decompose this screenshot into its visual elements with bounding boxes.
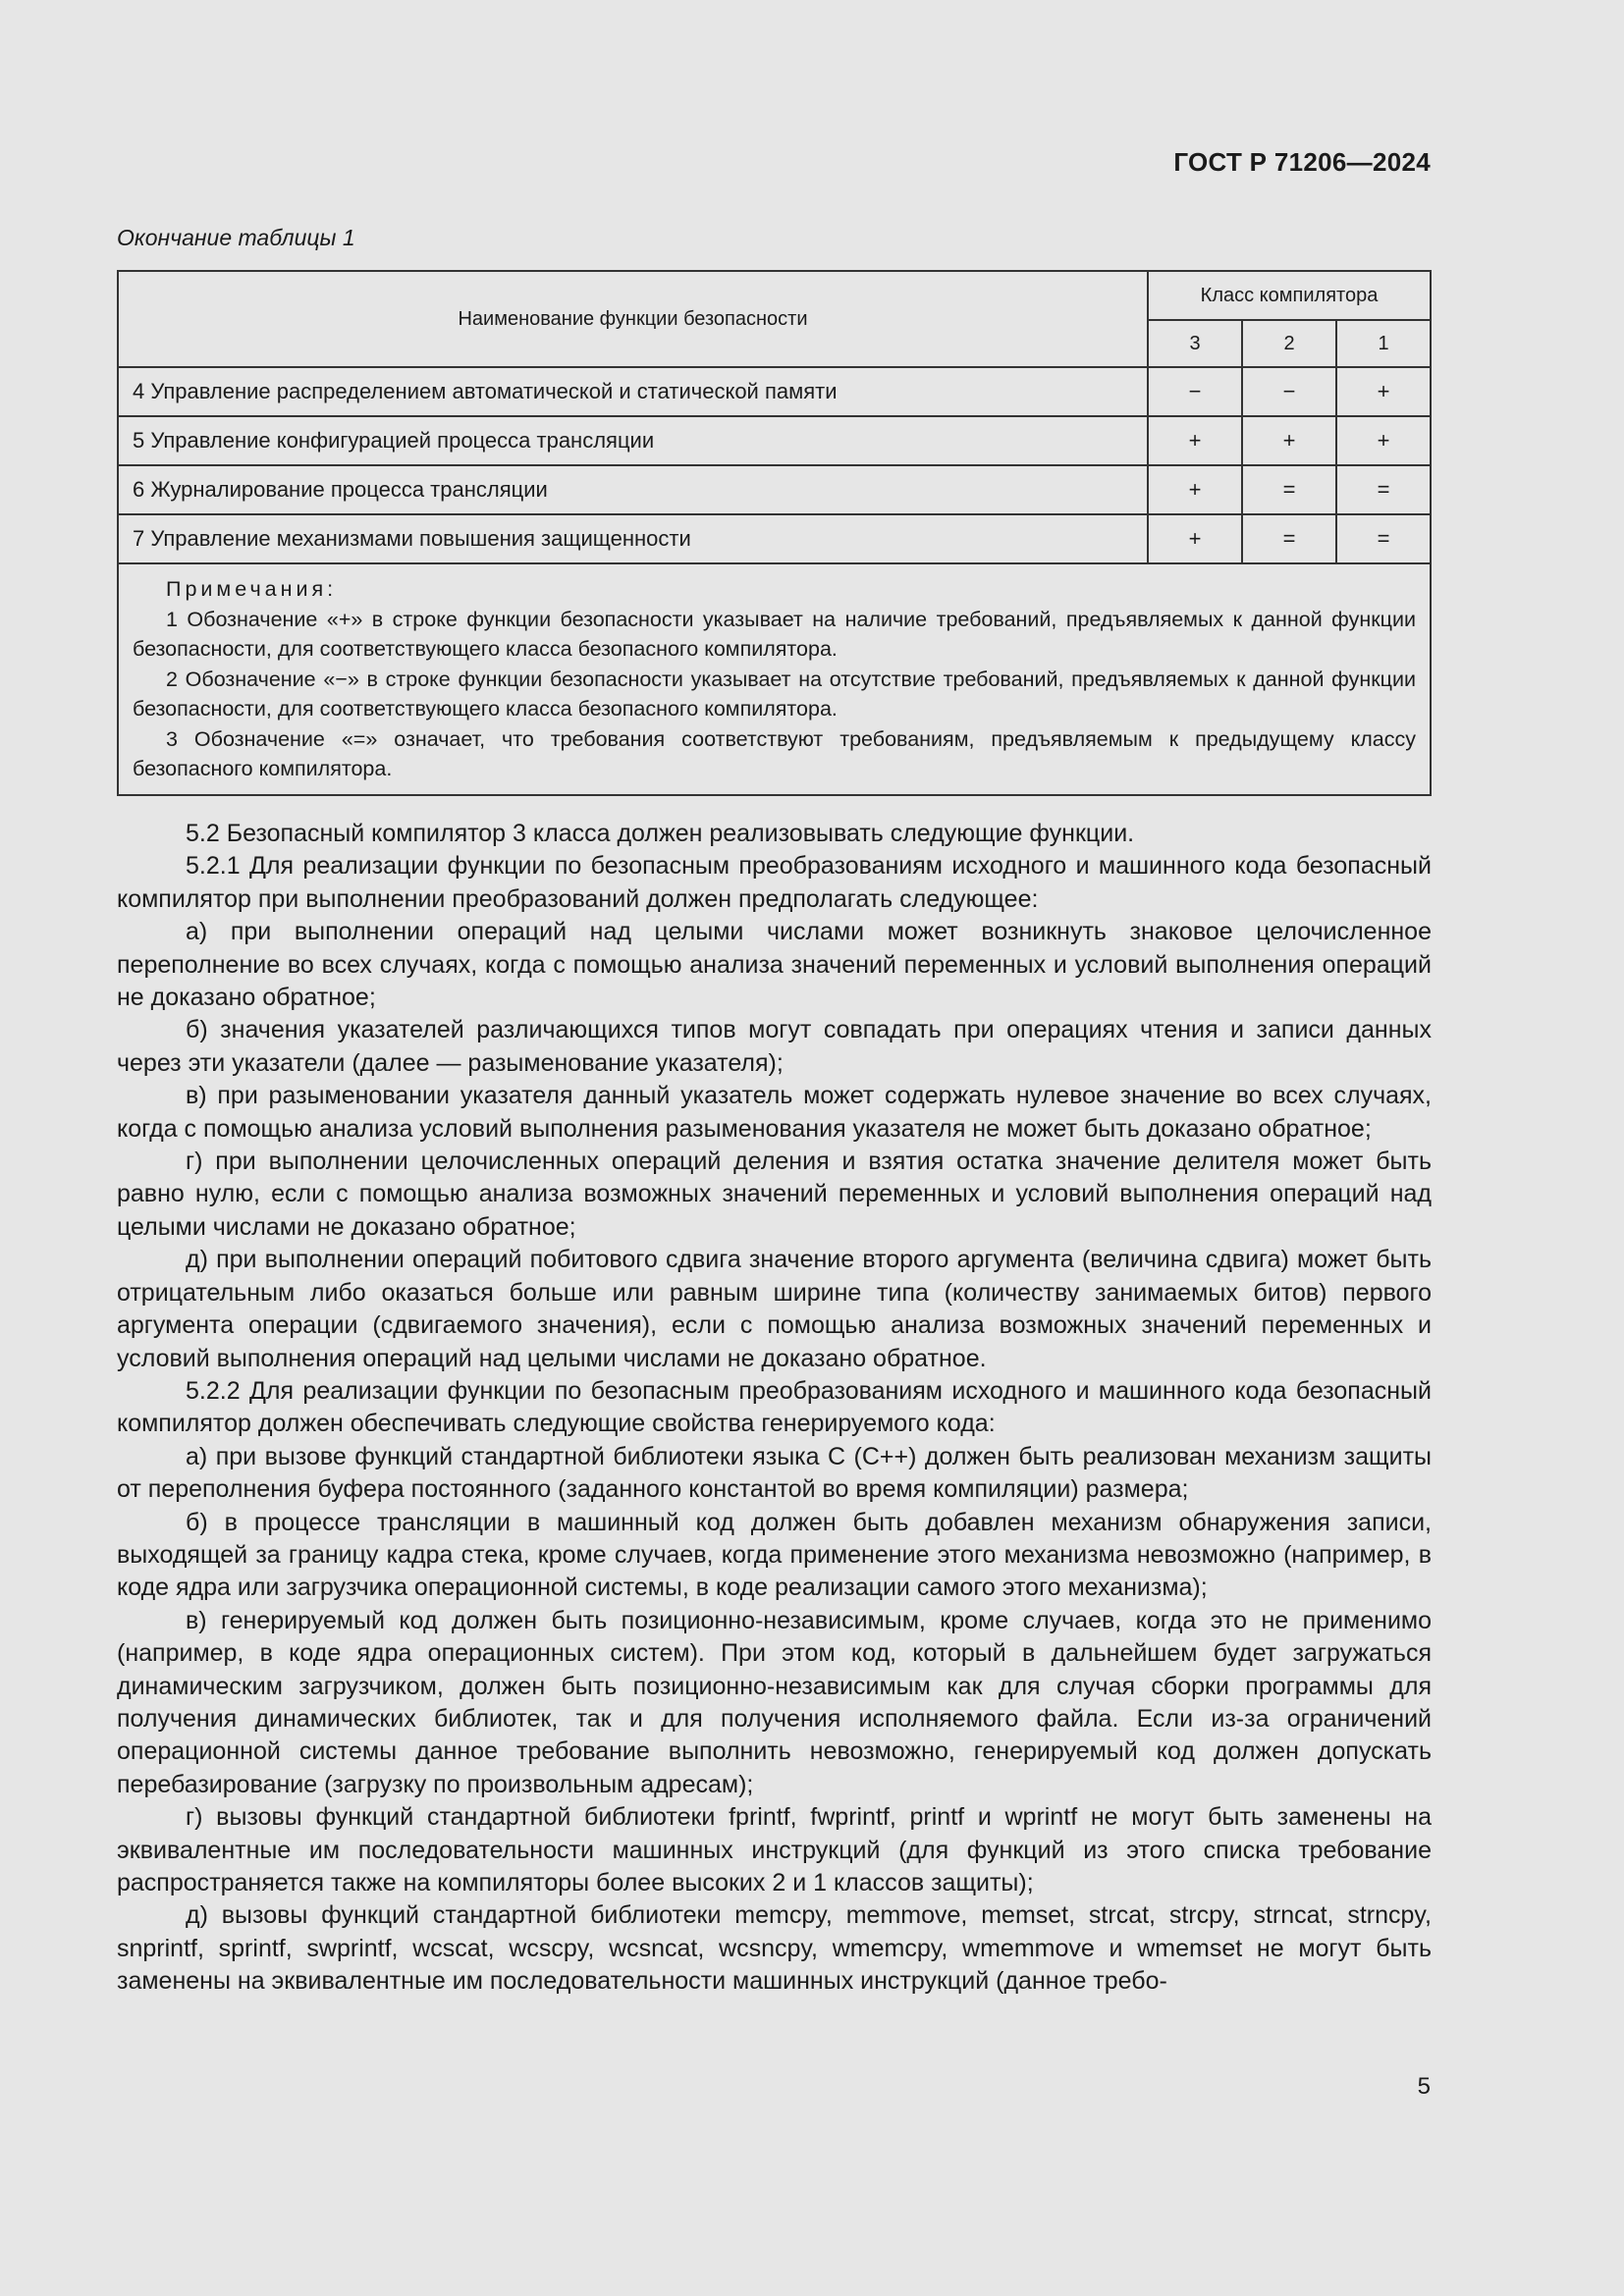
paragraph: д) при выполнении операций побитового сдвига значение второго аргумента (величина сдвига) может быть отрицательным либо оказаться больше или равным ширине типа (количеству занимаемых битов) первого аргумента операции (сдвигаемого значения), если с помощью анализа возможных значений переменных и условий выполнения операций над целыми числами не доказано обратное. [117, 1246, 1432, 1372]
paragraph: а) при вызове функций стандартной библиотеки языка C (C++) должен быть реализован механизм защиты от переполнения буфера постоянного (заданного константой во время компиляции) размера; [117, 1442, 1432, 1504]
paragraph: 5.2.2 Для реализации функции по безопасным преобразованиям исходного и машинного кода безопасный компилятор должен обеспечивать следующие свойства генерируемого кода: [117, 1376, 1432, 1438]
note-item: 1 Обозначение «+» в строке функции безопасности указывает на наличие требований, предъявляемых к данной функции безопасности, для соответствующего класса безопасного компилятора. [133, 607, 1416, 661]
mark-cell: − [1148, 367, 1242, 416]
page-number: 5 [1417, 2073, 1431, 2100]
mark-cell: = [1242, 465, 1336, 514]
function-name-cell: 4 Управление распределением автоматической и статической памяти [118, 367, 1148, 416]
mark-cell: + [1148, 465, 1242, 514]
table-row [118, 416, 1431, 465]
body-text [117, 818, 1432, 1999]
compiler-class-header: Класс компилятора [1148, 271, 1431, 320]
mark-cell: + [1148, 416, 1242, 465]
table-row [118, 465, 1431, 514]
paragraph: б) значения указателей различающихся типов могут совпадать при операциях чтения и записи данных через эти указатели (далее — разыменование указателя); [117, 1016, 1432, 1077]
mark-cell: + [1336, 367, 1431, 416]
class-2-header: 2 [1242, 320, 1336, 367]
paragraph: б) в процессе трансляции в машинный код должен быть добавлен механизм обнаружения записи, выходящей за границу кадра стека, кроме случаев, когда применение этого механизма невозможно (например, в коде ядра или загрузчика операционной системы, в коде реализации самого этого механизма); [117, 1508, 1432, 1602]
mark-cell: + [1148, 514, 1242, 563]
mark-cell: = [1336, 514, 1431, 563]
paragraph: в) генерируемый код должен быть позиционно-независимым, кроме случаев, когда это не применимо (например, в коде ядра операционных систем). При этом код, который в дальнейшем будет загружаться динамическим загрузчиком, должен быть позиционно-независимым как для случая сборки программы для получения динамических библиотек, так и для получения исполняемого файла. Если из-за ограничений операционной системы данное требование выполнить невозможно, генерируемый код должен допускать перебазирование (загрузку по произвольным адресам); [117, 1606, 1432, 1798]
class-1-header: 1 [1336, 320, 1431, 367]
paragraph: а) при выполнении операций над целыми числами может возникнуть знаковое целочисленное переполнение во всех случаях, когда с помощью анализа значений переменных и условий выполнения операций не доказано обратное; [117, 918, 1432, 1012]
paragraph: д) вызовы функций стандартной библиотеки memcpy, memmove, memset, strcat, strcpy, strncat, strncpy, snprintf, sprintf, swprintf, wcscat, wcscpy, wcsncat, wcsncpy, wmemcpy, wmemmove и wmemset не могут быть заменены на эквивалентные им последовательности машинных инструкций (данное требо- [117, 1901, 1432, 1996]
function-name-cell: 7 Управление механизмами повышения защищенности [118, 514, 1148, 563]
table-row [118, 367, 1431, 416]
mark-cell: + [1336, 416, 1431, 465]
mark-cell: = [1336, 465, 1431, 514]
notes-cell [118, 563, 1431, 795]
paragraph: 5.2 Безопасный компилятор 3 класса должен реализовывать следующие функции. [186, 820, 1135, 847]
table-row [118, 514, 1431, 563]
notes-row [118, 563, 1431, 795]
paragraph: г) вызовы функций стандартной библиотеки fprintf, fwprintf, printf и wprintf не могут быть заменены на эквивалентные им последовательности машинных инструкций (для функций из этого списка требование распространяется также на компиляторы более высоких 2 и 1 классов защиты); [117, 1803, 1432, 1896]
mark-cell: − [1242, 367, 1336, 416]
function-name-cell: 6 Журналирование процесса трансляции [118, 465, 1148, 514]
mark-cell: + [1242, 416, 1336, 465]
mark-cell: = [1242, 514, 1336, 563]
paragraph: г) при выполнении целочисленных операций деления и взятия остатка значение делителя может быть равно нулю, если с помощью анализа возможных значений переменных и условий выполнения операций над целыми числами не доказано обратное; [117, 1148, 1432, 1241]
function-name-cell: 5 Управление конфигурацией процесса трансляции [118, 416, 1148, 465]
paragraph: 5.2.1 Для реализации функции по безопасным преобразованиям исходного и машинного кода безопасный компилятор при выполнении преобразований должен предполагать следующее: [117, 852, 1432, 913]
document-code: ГОСТ Р 71206—2024 [1173, 147, 1431, 177]
table-header-row [118, 271, 1431, 320]
paragraph: в) при разыменовании указателя данный указатель может содержать нулевое значение во всех случаях, когда с помощью анализа условий выполнения разыменования указателя не может быть доказано обратное; [117, 1082, 1432, 1143]
table-caption: Окончание таблицы 1 [117, 225, 355, 250]
class-3-header: 3 [1148, 320, 1242, 367]
notes-title: Примечания: [166, 577, 338, 601]
note-item: 3 Обозначение «=» означает, что требования соответствуют требованиям, предъявляемым к предыдущему классу безопасного компилятора. [133, 726, 1416, 780]
note-item: 2 Обозначение «−» в строке функции безопасности указывает на отсутствие требований, предъявляемых к данной функции безопасности, для соответствующего класса безопасного компилятора. [133, 667, 1416, 721]
function-name-header: Наименование функции безопасности [118, 271, 1148, 367]
security-functions-table [117, 270, 1432, 796]
